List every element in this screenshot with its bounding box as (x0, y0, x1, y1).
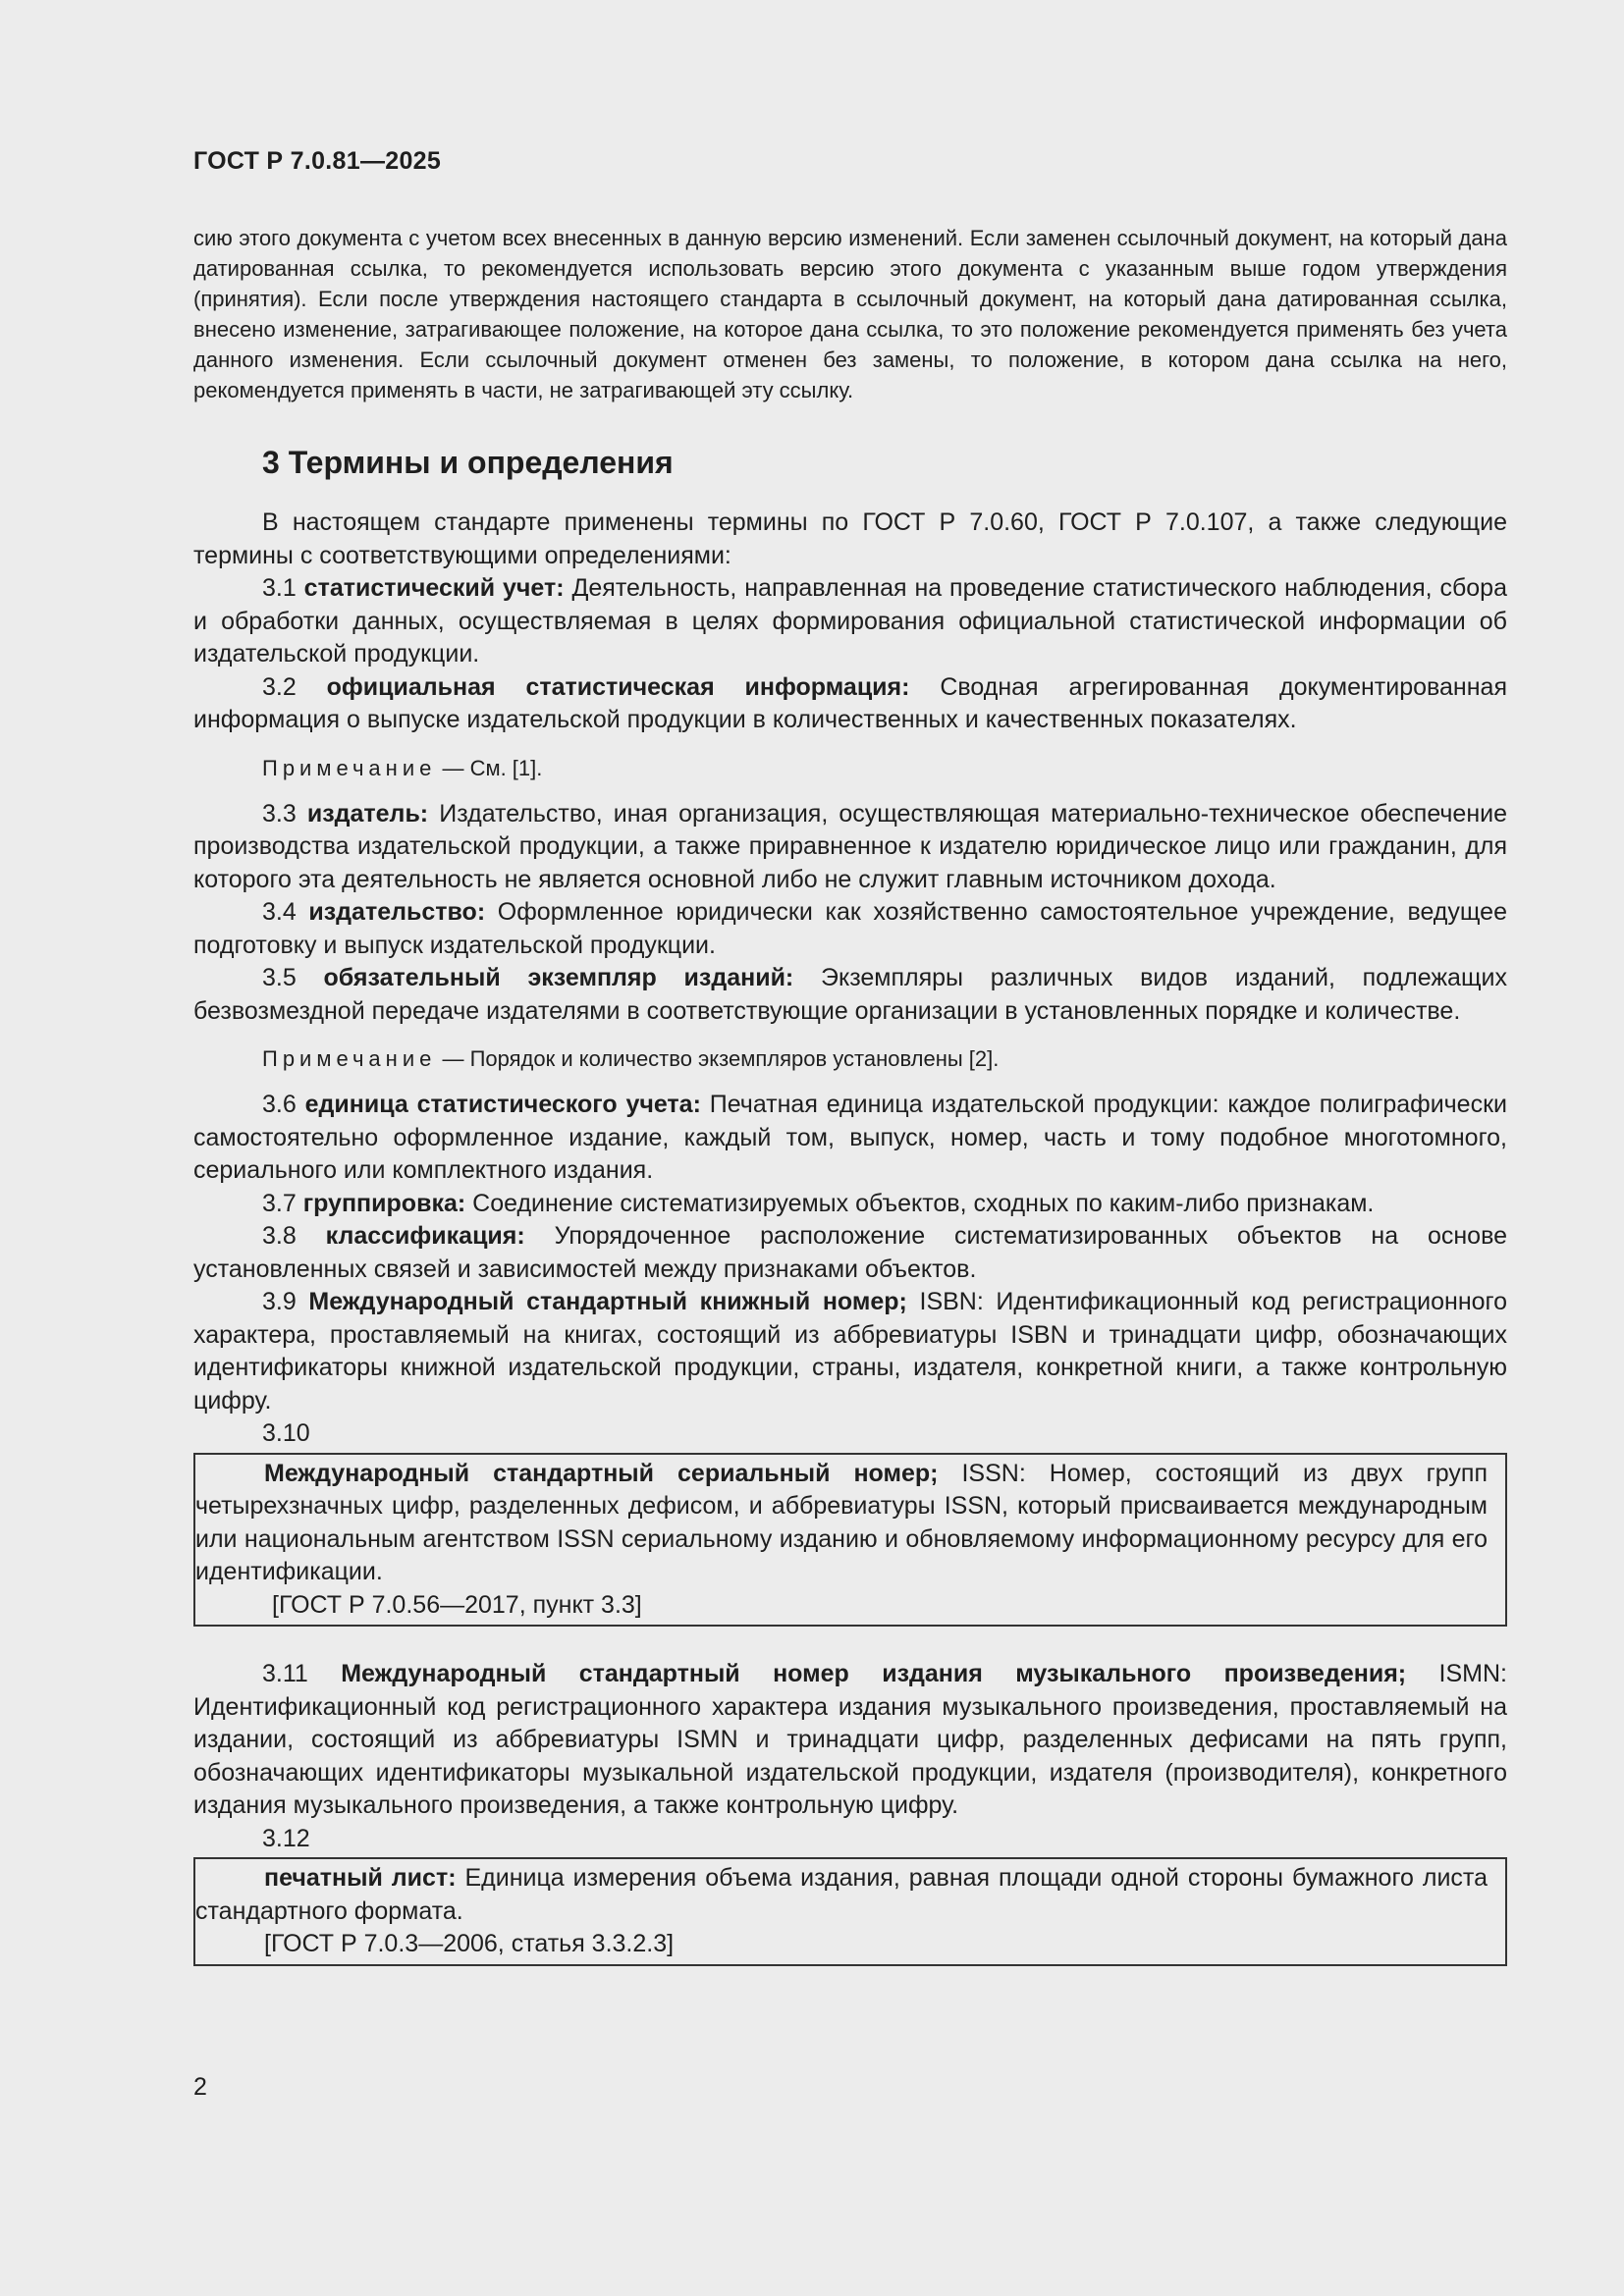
term-definition: Единица измерения объема издания, равная площади одной стороны бумажного листа стандартного формата. (195, 1864, 1488, 1925)
note-1 (193, 754, 1507, 783)
note-label: Примечание (262, 755, 437, 780)
term-definition: Оформленное юридически как хозяйственно самостоятельное учреждение, ведущее подготовку и выпуск издательской продукции. (193, 898, 1507, 959)
term-definition: Соединение систематизируемых объектов, сходных по каким-либо признакам. (465, 1189, 1375, 1217)
term-3-12-number: 3.12 (262, 1824, 310, 1852)
term-name: издатель: (306, 799, 429, 828)
term-3-11: 3.11 Международный стандартный номер издания музыкального произведения; ISMN: Идентификационный код регистрационного характера издания музыкального произведения, проставляемый на издании, состоящий из аббревиатуры ISMN и тринадцати цифр, разделенных дефисами на пять групп, обозначающих идентификаторы музыкальной издательской продукции, издателя (производителя), конкретного издания музыкального произведения, а также контрольную цифру. (193, 1660, 1507, 1819)
term-3-10 (195, 1458, 1488, 1589)
term-definition: Сводная агрегированная документированная информация о выпуске издательской продукции в количественных и качественных показателях. (193, 672, 1507, 733)
term-definition: Издательство, иная организация, осуществляющая материально-техническое обеспечение производства издательской продукции, а также приравненное к издателю юридическое лицо или гражданин, для которого эта деятельность не является основной либо не служит главным источником дохода. (193, 799, 1507, 893)
term-3-6: 3.6 единица статистического учета: Печатная единица издательской продукции: каждое полиграфически самостоятельно оформленное издание, каждый том, выпуск, номер, часть и тому подобное многотомного, сериального или комплектного издания. (193, 1091, 1507, 1184)
term-name: единица статистического учета: (304, 1091, 701, 1118)
term-3-8: 3.8 классификация: Упорядоченное расположение систематизированных объектов на основе установленных связей и зависимостей между признаками объектов. (193, 1222, 1507, 1283)
section-lead: В настоящем стандарте применены термины по ГОСТ Р 7.0.60, ГОСТ Р 7.0.107, а также следующие термины с соответствующими определениями: (193, 508, 1507, 569)
term-definition: ISBN: Идентификационный код регистрационного характера, проставляемый на книгах, состоящий из аббревиатуры ISBN и тринадцати цифр, обозначающих идентификаторы книжной издательской продукции, страны, издателя, конкретной книги, а также контрольную цифру. (193, 1288, 1508, 1415)
term-definition: ISSN: Номер, состоящий из двух групп четырехзначных цифр, разделенных дефисом, и аббревиатуры ISSN, который присваивается международным или национальным агентством ISSN сериальному изданию и обновляемому информационному ресурсу для его идентификации. (195, 1459, 1489, 1585)
term-3-10-box (193, 1453, 1507, 1628)
term-name: обязательный экземпляр изданий: (323, 964, 794, 991)
term-name: Международный стандартный номер издания музыкального произведения; (341, 1660, 1407, 1687)
term-name: статистический учет: (303, 574, 565, 602)
term-3-10-number: 3.10 (262, 1419, 310, 1447)
term-definition: Экземпляры различных видов изданий, подлежащих безвозмездной передаче издателями в соответствующие организации в установленных порядке и количестве. (193, 964, 1507, 1025)
term-3-3: 3.3 издатель: Издательство, иная организация, осуществляющая материально-техническое обеспечение производства издательской продукции, а также приравненное к издателю юридическое лицо или гражданин, для которого эта деятельность не является основной либо не служит главным источником дохода. (193, 799, 1507, 893)
term-definition: Печатная единица издательской продукции: каждое полиграфически самостоятельно оформленное издание, каждый том, выпуск, номер, часть и тому подобное многотомного, сериального или комплектного издания. (193, 1091, 1507, 1184)
term-name: группировка: (302, 1189, 466, 1217)
section-body (193, 507, 1507, 1966)
term-3-2: 3.2 официальная статистическая информация: Сводная агрегированная документированная информация о выпуске издательской продукции в количественных и качественных показателях. (193, 672, 1507, 733)
page-number: 2 (193, 2073, 207, 2101)
term-definition: ISMN: Идентификационный код регистрационного характера издания музыкального произведения, проставляемый на издании, состоящий из аббревиатуры ISMN и тринадцати цифр, разделенных дефисами на пять групп, обозначающих идентификаторы музыкальной издательской продукции, издателя (производителя), конкретного издания музыкального произведения, а также контрольную цифру. (193, 1660, 1507, 1819)
term-name: классификация: (325, 1222, 525, 1250)
document-header: ГОСТ Р 7.0.81—2025 (193, 147, 442, 175)
term-3-9: 3.9 Международный стандартный книжный номер; ISBN: Идентификационный код регистрационного характера, проставляемый на книгах, состоящий из аббревиатуры ISBN и тринадцати цифр, обозначающих идентификаторы книжной издательской продукции, страны, издателя, конкретной книги, а также контрольную цифру. (193, 1288, 1508, 1415)
term-source: [ГОСТ Р 7.0.56—2017, пункт 3.3] (272, 1590, 642, 1619)
term-3-4: 3.4 издательство: Оформленное юридически как хозяйственно самостоятельное учреждение, ведущее подготовку и выпуск издательской продукции. (193, 898, 1507, 959)
term-3-12 (195, 1862, 1488, 1928)
term-definition: Упорядоченное расположение систематизированных объектов на основе установленных связей и зависимостей между признаками объектов. (193, 1222, 1507, 1283)
term-3-1: 3.1 статистический учет: Деятельность, направленная на проведение статистического наблюдения, сбора и обработки данных, осуществляемая в целях формирования официальной статистической информации об издательской продукции. (193, 574, 1507, 667)
note-text: — Порядок и количество экземпляров установлены [2]. (436, 1046, 1000, 1071)
section-title: 3 Термины и определения (262, 445, 674, 480)
term-name: издательство: (308, 898, 486, 926)
note-label: Примечание (262, 1046, 437, 1071)
term-source: [ГОСТ Р 7.0.3—2006, статья 3.3.2.3] (264, 1930, 675, 1957)
term-name: печатный лист: (264, 1864, 457, 1892)
term-name: Международный стандартный сериальный номер; (264, 1459, 939, 1487)
term-definition: Деятельность, направленная на проведение статистического наблюдения, сбора и обработки данных, осуществляемая в целях формирования официальной статистической информации об издательской продукции. (193, 574, 1507, 667)
note-2 (193, 1044, 1507, 1074)
term-name: официальная статистическая информация: (326, 672, 910, 701)
term-3-7: 3.7 группировка: Соединение систематизируемых объектов, сходных по каким-либо признакам. (262, 1189, 1375, 1217)
term-3-5: 3.5 обязательный экземпляр изданий: Экземпляры различных видов изданий, подлежащих безвозмездной передаче издателями в соответствующие организации в установленных порядке и количестве. (193, 964, 1507, 1025)
term-3-12-box (193, 1857, 1507, 1966)
term-name: Международный стандартный книжный номер; (308, 1288, 907, 1315)
note-text: — См. [1]. (436, 755, 543, 780)
intro-paragraph: сию этого документа с учетом всех внесенных в данную версию изменений. Если заменен ссылочный документ, на который дана датированная ссылка, то рекомендуется использовать версию этого документа с указанным выше годом утверждения (принятия). Если после утверждения настоящего стандарта в ссылочный документ, на который дана датированная ссылка, внесено изменение, затрагивающее положение, на которое дана ссылка, то это положение рекомендуется применять без учета данного изменения. Если ссылочный документ отменен без замены, то положение, в котором дана ссылка на него, рекомендуется применять в части, не затрагивающей эту ссылку. (193, 226, 1507, 402)
